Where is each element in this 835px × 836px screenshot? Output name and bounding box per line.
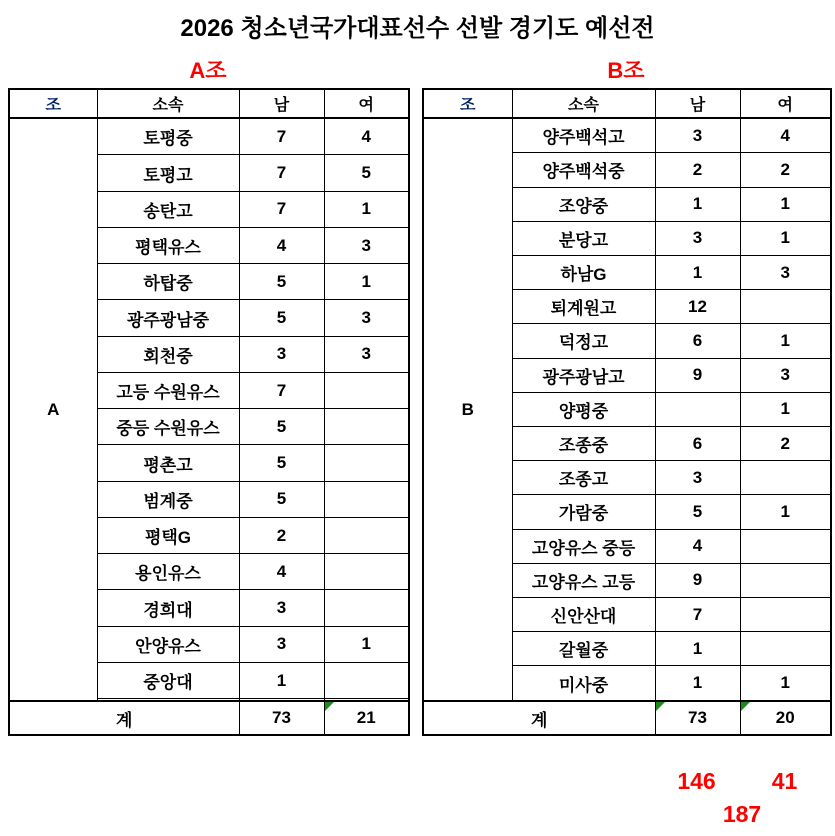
female-count-cell — [740, 598, 831, 632]
team-name-cell: 갈월중 — [512, 632, 655, 666]
team-name-cell: 광주광남고 — [512, 358, 655, 392]
col-header-affiliation: 소속 — [512, 89, 655, 118]
total-label-cell: 계 — [9, 701, 239, 735]
header-row — [9, 89, 409, 118]
team-name-cell: 광주광남중 — [97, 300, 239, 336]
team-name-cell: 범계중 — [97, 481, 239, 517]
male-count-cell: 6 — [655, 324, 740, 358]
female-count-cell: 3 — [324, 227, 409, 263]
female-count-cell: 1 — [740, 392, 831, 426]
team-name-cell: 안양유스 — [97, 626, 239, 662]
group-letter-cell: A — [9, 118, 97, 701]
male-count-cell: 7 — [655, 598, 740, 632]
male-count-cell: 1 — [655, 632, 740, 666]
total-male-cell: 73 — [239, 701, 324, 735]
team-name-cell: 미사중 — [512, 666, 655, 701]
male-count-cell: 2 — [239, 517, 324, 553]
male-count-cell — [655, 392, 740, 426]
female-count-cell: 1 — [324, 191, 409, 227]
male-count-cell: 3 — [239, 590, 324, 626]
female-count-cell — [740, 461, 831, 495]
female-count-cell: 3 — [740, 255, 831, 289]
team-name-cell: 덕정고 — [512, 324, 655, 358]
male-count-cell: 4 — [655, 529, 740, 563]
team-name-cell: 평택G — [97, 517, 239, 553]
col-header-female: 여 — [740, 89, 831, 118]
team-name-cell: 양주백석고 — [512, 118, 655, 153]
male-count-cell: 3 — [655, 461, 740, 495]
team-name-cell: 조종고 — [512, 461, 655, 495]
female-count-cell — [324, 590, 409, 626]
male-count-cell: 6 — [655, 426, 740, 460]
excel-error-marker-icon — [741, 702, 750, 711]
group-b-body — [423, 118, 831, 701]
team-name-cell: 경희대 — [97, 590, 239, 626]
female-count-cell — [324, 481, 409, 517]
col-header-affiliation: 소속 — [97, 89, 239, 118]
team-name-cell: 하탑중 — [97, 264, 239, 300]
team-name-cell: 분당고 — [512, 221, 655, 255]
team-name-cell: 신안산대 — [512, 598, 655, 632]
male-count-cell: 4 — [239, 227, 324, 263]
female-count-cell: 1 — [740, 221, 831, 255]
team-name-cell: 고양유스 고등 — [512, 563, 655, 597]
table-row — [9, 118, 409, 155]
female-count-cell: 4 — [324, 118, 409, 155]
col-header-male: 남 — [239, 89, 324, 118]
female-count-cell: 1 — [324, 626, 409, 662]
male-count-cell: 7 — [239, 191, 324, 227]
team-name-cell: 조양중 — [512, 187, 655, 221]
male-count-cell: 7 — [239, 118, 324, 155]
female-count-cell: 3 — [324, 300, 409, 336]
female-count-cell: 1 — [740, 324, 831, 358]
total-label-cell: 계 — [423, 701, 655, 735]
header-row — [423, 89, 831, 118]
female-count-cell — [740, 632, 831, 666]
team-name-cell: 용인유스 — [97, 554, 239, 590]
team-name-cell: 평택유스 — [97, 227, 239, 263]
male-count-cell: 1 — [239, 662, 324, 698]
grand-total: 187 — [722, 801, 762, 827]
male-count-cell: 7 — [239, 155, 324, 191]
group-a-label: A조 — [189, 58, 227, 83]
group-a-table — [8, 88, 410, 736]
total-row — [423, 701, 831, 735]
female-count-cell — [324, 372, 409, 408]
male-count-cell: 5 — [655, 495, 740, 529]
page-title: 2026 청소년국가대표선수 선발 경기도 예선전 — [180, 15, 655, 42]
team-name-cell: 고등 수원유스 — [97, 372, 239, 408]
female-count-cell: 2 — [740, 426, 831, 460]
male-count-cell: 3 — [239, 336, 324, 372]
team-name-cell: 고양유스 중등 — [512, 529, 655, 563]
female-count-cell: 1 — [740, 495, 831, 529]
male-count-cell: 9 — [655, 358, 740, 392]
group-b-label: B조 — [607, 58, 645, 83]
total-female-cell: 20 — [740, 701, 831, 735]
group-letter-cell: B — [423, 118, 512, 701]
team-name-cell: 토평중 — [97, 118, 239, 155]
male-count-cell: 3 — [239, 626, 324, 662]
group-a-body — [9, 118, 409, 701]
team-name-cell: 토평고 — [97, 155, 239, 191]
male-count-cell: 7 — [239, 372, 324, 408]
female-count-cell: 5 — [324, 155, 409, 191]
total-female-cell: 21 — [324, 701, 409, 735]
table-row — [423, 118, 831, 153]
male-count-cell: 1 — [655, 187, 740, 221]
female-count-cell: 1 — [740, 187, 831, 221]
male-count-cell: 5 — [239, 409, 324, 445]
team-name-cell: 회천중 — [97, 336, 239, 372]
total-row — [9, 701, 409, 735]
female-count-cell — [324, 662, 409, 698]
female-count-cell — [324, 409, 409, 445]
female-count-cell — [324, 445, 409, 481]
total-male-cell: 73 — [655, 701, 740, 735]
combined-male-sum: 146 — [677, 768, 716, 794]
male-count-cell: 3 — [655, 221, 740, 255]
female-count-cell — [324, 517, 409, 553]
team-name-cell: 퇴계원고 — [512, 290, 655, 324]
team-name-cell: 송탄고 — [97, 191, 239, 227]
team-name-cell: 조종중 — [512, 426, 655, 460]
team-name-cell: 평촌고 — [97, 445, 239, 481]
female-count-cell: 1 — [324, 264, 409, 300]
female-count-cell — [740, 563, 831, 597]
female-count-cell — [740, 290, 831, 324]
col-header-group: 조 — [9, 89, 97, 118]
female-count-cell — [324, 554, 409, 590]
male-count-cell: 12 — [655, 290, 740, 324]
col-header-group: 조 — [423, 89, 512, 118]
group-b-table — [422, 88, 832, 736]
team-name-cell: 양평중 — [512, 392, 655, 426]
team-name-cell: 양주백석중 — [512, 153, 655, 187]
male-count-cell: 5 — [239, 445, 324, 481]
female-count-cell: 4 — [740, 118, 831, 153]
col-header-female: 여 — [324, 89, 409, 118]
female-count-cell: 1 — [740, 666, 831, 701]
male-count-cell: 1 — [655, 666, 740, 701]
excel-error-marker-icon — [325, 702, 334, 711]
col-header-male: 남 — [655, 89, 740, 118]
female-count-cell: 3 — [324, 336, 409, 372]
male-count-cell: 5 — [239, 264, 324, 300]
male-count-cell: 9 — [655, 563, 740, 597]
team-name-cell: 중등 수원유스 — [97, 409, 239, 445]
female-count-cell: 2 — [740, 153, 831, 187]
male-count-cell: 2 — [655, 153, 740, 187]
male-count-cell: 5 — [239, 300, 324, 336]
male-count-cell: 1 — [655, 255, 740, 289]
team-name-cell: 중앙대 — [97, 662, 239, 698]
female-count-cell: 3 — [740, 358, 831, 392]
male-count-cell: 3 — [655, 118, 740, 153]
excel-error-marker-icon — [656, 702, 665, 711]
team-name-cell: 가람중 — [512, 495, 655, 529]
male-count-cell: 5 — [239, 481, 324, 517]
team-name-cell: 하남G — [512, 255, 655, 289]
male-count-cell: 4 — [239, 554, 324, 590]
female-count-cell — [740, 529, 831, 563]
combined-female-sum: 41 — [771, 768, 798, 794]
